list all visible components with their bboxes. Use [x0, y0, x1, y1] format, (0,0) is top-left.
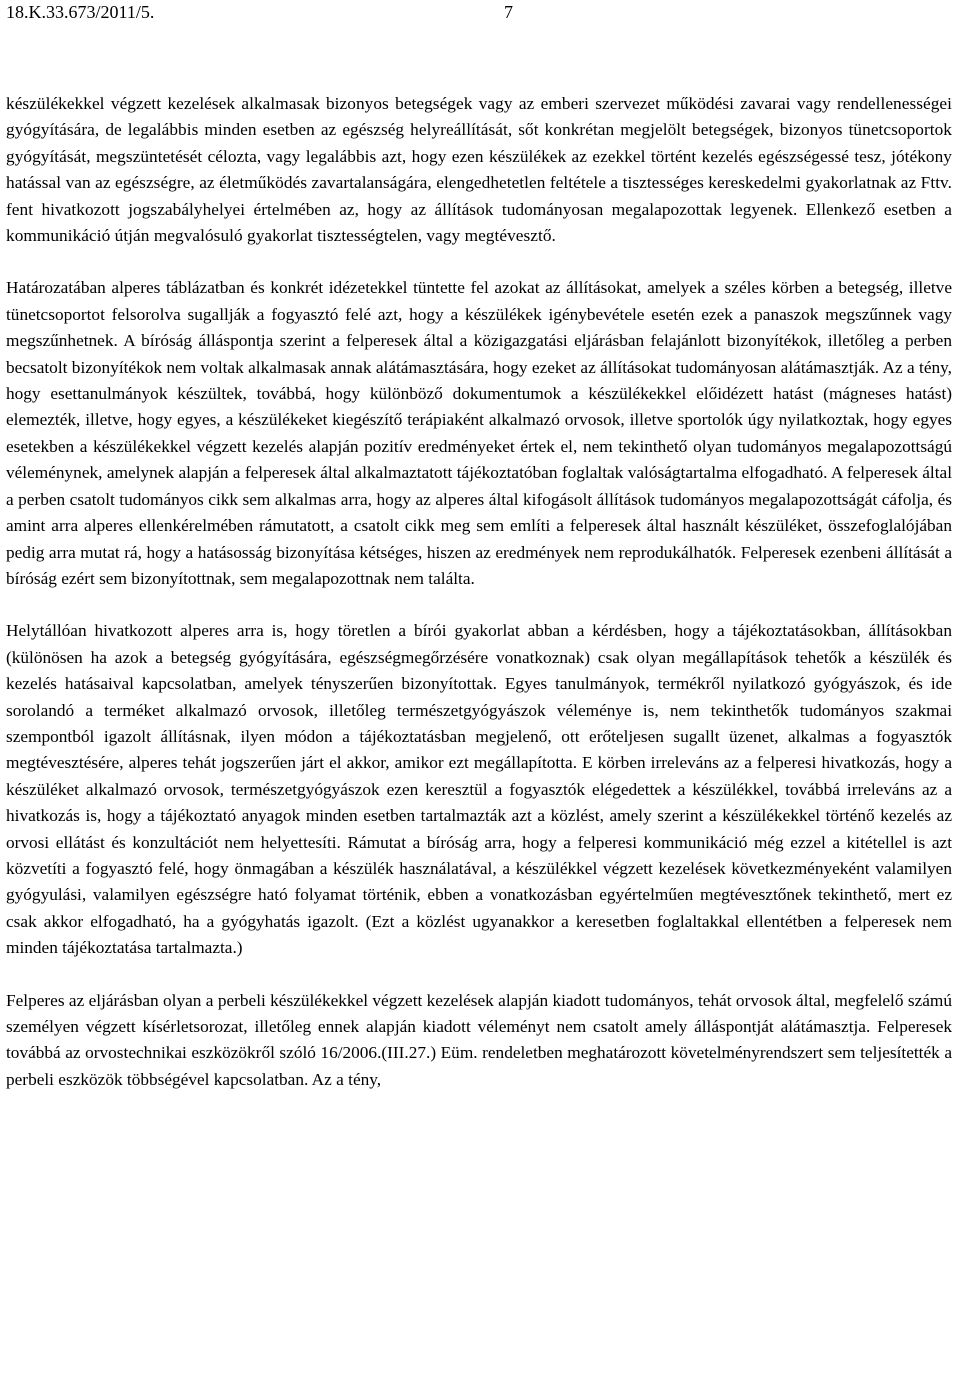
- document-body: [6, 91, 952, 1093]
- paragraph-3: Helytállóan hivatkozott alperes arra is, hogy töretlen a bírói gyakorlat abban a kérdésben, hogy a tájékoztatásokban, állításokban (különösen ha azok a betegség gyógyítására, egészségmegőrzésére vonatkoznak) csak olyan megállapítások tehetők a készülék és kezelés hatásaival kapcsolatban, amelyek tényszerűen bizonyítottak. Egyes tanulmányok, termékről nyilatkozó gyógyászok, és ide sorolandó a terméket alkalmazó orvosok, illetőleg természetgyógyászok véleménye is, nem tekinthetők tudományos szakmai szempontból igazolt állításnak, ilyen módon a tájékoztatásban megjelenő, ott erőteljesen sugallt üzenet, alkalmas a fogyasztók megtévesztésére, alperes tehát jogszerűen járt el akkor, amikor ezt megállapította. E körben irreleváns az a felperesi hivatkozás, hogy a készüléket alkalmazó orvosok, természetgyógyászok ezen keresztül a fogyasztók elégedettek a készülékkel, továbbá irreleváns az a hivatkozás is, hogy a tájékoztató anyagok minden esetben tartalmazták azt a közlést, amely szerint a készülékekkel történő kezelés az orvosi ellátást és konzultációt nem helyettesíti. Rámutat a bíróság arra, hogy a felperesi kommunikáció még ezzel a kitétellel is azt közvetíti a fogyasztó felé, hogy önmagában a készülék használatával, a készülékkel végzett kezelések következményeként valamilyen gyógyulási, valamilyen egészségre ható folyamat történik, ebben a vonatkozásban egyértelműen megtévesztőnek tekinthető, mert ez csak akkor elfogadható, ha a gyógyhatás igazolt. (Ezt a közlést ugyanakkor a keresetben foglaltakkal ellentétben a felperesek nem minden tájékoztatása tartalmazta.): [6, 621, 952, 958]
- paragraph-4: Felperes az eljárásban olyan a perbeli készülékekkel végzett kezelések alapján kiadott tudományos, tehát orvosok által, megfelelő számú személyen végzett kísérletsorozat, illetőleg ennek alapján kiadott véleményt nem csatolt amely álláspontját alátámasztja. Felperesek továbbá az orvostechnikai eszközökről szóló 16/2006.(III.27.) Eüm. rendeletben meghatározott követelményrendszert sem teljesítették a perbeli eszközök többségével kapcsolatban. Az a tény,: [6, 990, 952, 1089]
- paragraph-2: Határozatában alperes táblázatban és konkrét idézetekkel tüntette fel azokat az állításokat, amelyek a széles körben a betegség, illetve tünetcsoportot felsorolva sugallják a fogyasztó felé azt, hogy a készülékek igénybevétele esetén ezek a panaszok megszűnnek vagy megszűnhetnek. A bíróság álláspontja szerint a felperesek által a közigazgatási eljárásban felajánlott bizonyítékok, illetőleg a perben becsatolt bizonyítékok nem voltak alkalmasak annak alátámasztására, hogy ezeket az állításokat tudományosan alátámasztják. Az a tény, hogy esettanulmányok készültek, továbbá, hogy különböző dokumentumok a készülékekkel előidézett hatást (mágneses hatást) elemezték, illetve, hogy egyes, a készülékeket kiegészítő terápiaként alkalmazó orvosok, illetve sportolók úgy nyilatkoztak, hogy egyes esetekben a készülékekkel végzett kezelés alapján pozitív eredményeket értek el, nem tekinthető olyan tudományos megalapozottságú véleménynek, amelynek alapján a felperesek által alkalmaztatott tájékoztatóban foglaltak valóságtartalma elfogadható. A felperesek által a perben csatolt tudományos cikk sem alkalmas arra, hogy az alperes által kifogásolt állítások tudományos megalapozottságát cáfolja, és amint arra alperes ellenkérelmében rámutatott, a csatolt cikk meg sem említi a felperesek által használt készüléket, összefoglalójában pedig arra mutat rá, hogy a hatásosság bizonyítása kétséges, hiszen az eredmények nem reprodukálhatók. Felperesek ezenbeni állítását a bíróság ezért sem bizonyítottnak, sem megalapozottnak nem találta.: [6, 278, 952, 588]
- page-number: 7: [504, 2, 513, 22]
- case-number: 18.K.33.673/2011/5.: [6, 2, 155, 22]
- page-header: [6, 0, 956, 26]
- paragraph-1: készülékekkel végzett kezelések alkalmasak bizonyos betegségek vagy az emberi szervezet működési zavarai vagy rendellenességei gyógyítására, de legalábbis minden esetben az egészség helyreállítását, sőt konkrétan megjelölt betegségek, bizonyos tünetcsoportok gyógyítását, megszüntetését célozta, vagy legalábbis azt, hogy ezen készülékek az ezekkel történt kezelés egészségessé tesz, jótékony hatással van az egészségre, az életműködés zavartalanságára, elengedhetetlen feltétele a tisztességes kereskedelmi gyakorlatnak az Fttv. fent hivatkozott jogszabályhelyei értelmében az, hogy az állítások tudományosan megalapozottak legyenek. Ellenkező esetben a kommunikáció útján megvalósuló gyakorlat tisztességtelen, vagy megtévesztő.: [6, 94, 952, 246]
